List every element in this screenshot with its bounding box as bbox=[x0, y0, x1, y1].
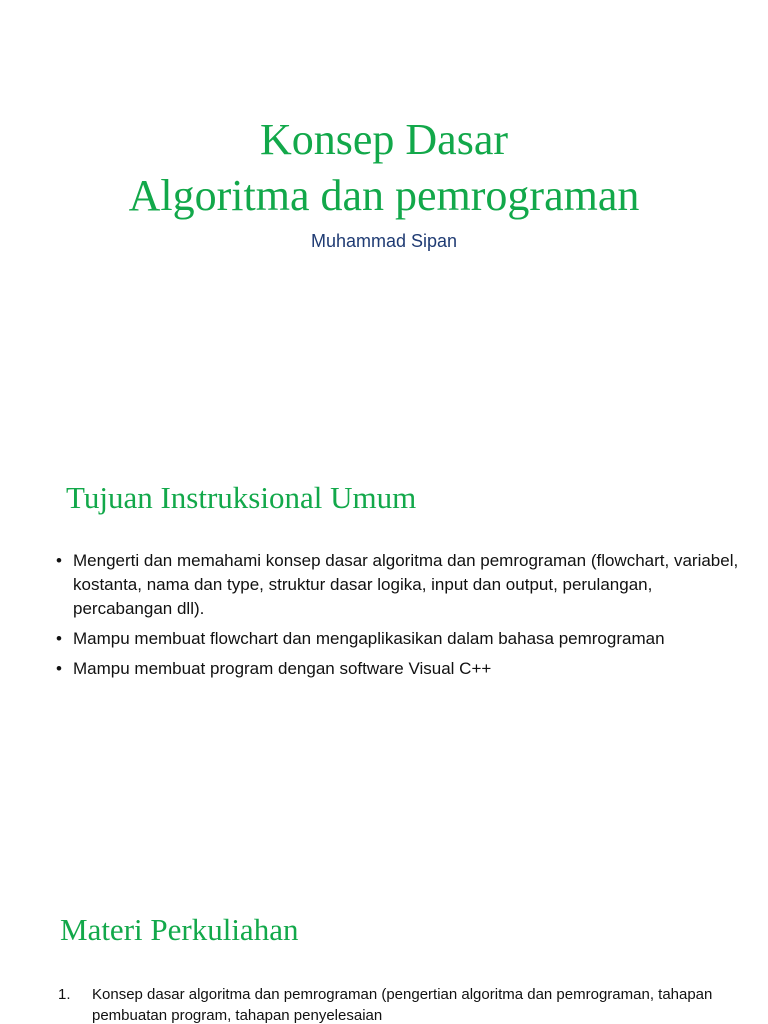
objective-text: Mampu membuat flowchart dan mengaplikasikan dalam bahasa pemrograman bbox=[73, 629, 665, 648]
title-line-1: Konsep Dasar bbox=[259, 115, 509, 164]
bullet-icon: • bbox=[56, 659, 62, 678]
objective-text: Mampu membuat program dengan software Visual C++ bbox=[73, 659, 492, 678]
title-block bbox=[0, 112, 768, 224]
materials-heading: Materi Perkuliahan bbox=[60, 912, 299, 947]
materials-list bbox=[58, 984, 748, 1024]
objective-text: Mengerti dan memahami konsep dasar algoritma dan pemrograman (flowchart, variabel, kostanta, nama dan type, struktur dasar logika, input dan output, perulangan, percabangan dll). bbox=[73, 551, 739, 618]
material-item bbox=[58, 984, 748, 1024]
objectives-list bbox=[56, 549, 746, 687]
bullet-icon: • bbox=[56, 551, 62, 570]
objective-item bbox=[56, 627, 746, 651]
title-line-2: Algoritma dan pemrograman bbox=[128, 171, 640, 220]
objective-item bbox=[56, 657, 746, 681]
material-number: 1. bbox=[58, 986, 71, 1003]
bullet-icon: • bbox=[56, 629, 62, 648]
material-text: Konsep dasar algoritma dan pemrograman (pengertian algoritma dan pemrograman, tahapan pembuatan program, tahapan penyelesaian bbox=[92, 986, 713, 1024]
objectives-heading: Tujuan Instruksional Umum bbox=[66, 480, 417, 515]
author-name: Muhammad Sipan bbox=[310, 231, 458, 251]
objective-item bbox=[56, 549, 746, 621]
